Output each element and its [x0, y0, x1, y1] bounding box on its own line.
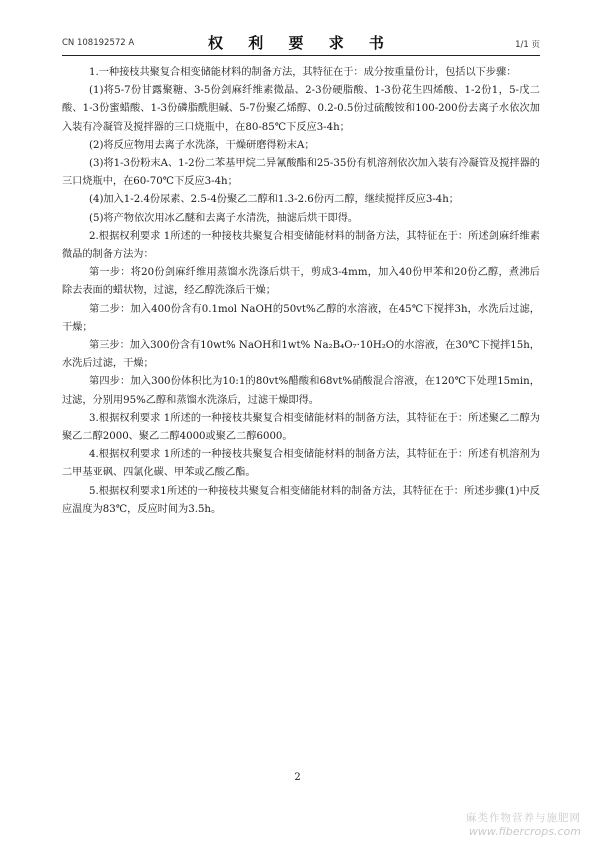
- claim-paragraph: 第一步：将20份剑麻纤维用蒸馏水洗涤后烘干，剪成3-4mm，加入40份甲苯和20份乙醇，煮沸后除去表面的蜡状物，过滤，经乙醇洗涤后干燥；: [62, 267, 540, 297]
- page-title: 权 利 要 求 书: [208, 34, 394, 52]
- document-number: CN 108192572 A: [62, 38, 135, 48]
- claim-paragraph: (1)将5-7份甘露聚糖、3-5份剑麻纤维素微晶、2-3份硬脂酸、1-3份花生四烯酸、1-2份1，5-戊二酸、1-3份蜜蜡酸、1-3份磷脂酰胆碱、5-7份聚乙烯醇、0.2-0.5份过硫酸铵和100-200份去离子水依次加入装有冷凝管及搅拌器的三口烧瓶中，在80-85℃下反应3-4h；: [62, 85, 540, 133]
- page-number: 2: [294, 772, 301, 783]
- claim-paragraph: (5)将产物依次用冰乙醚和去离子水清洗，抽滤后烘干即得。: [89, 212, 359, 224]
- watermark-url: www.fibercrops.com: [468, 825, 581, 838]
- page-of-indicator: 1/1 页: [515, 40, 540, 50]
- claim-paragraph: 5.根据权利要求1所述的一种接枝共聚复合相变储能材料的制备方法，其特征在于：所述步骤(1)中反应温度为83℃，反应时间为3.5h。: [62, 485, 540, 515]
- claim-paragraph: 4.根据权利要求 1所述的一种接枝共聚复合相变储能材料的制备方法，其特征在于：所述有机溶剂为二甲基亚砜、四氯化碳、甲苯或乙酸乙酯。: [62, 449, 540, 479]
- page-header: [62, 30, 540, 54]
- claim-paragraph: 1.一种接枝共聚复合相变储能材料的制备方法，其特征在于：成分按重量份计，包括以下步骤：: [89, 67, 517, 78]
- claim-paragraph: (3)将1-3份粉末A、1-2份二苯基甲烷二异氰酸酯和25-35份有机溶剂依次加入装有冷凝管及搅拌器的三口烧瓶中，在60-70℃下反应3-4h；: [62, 158, 540, 188]
- claim-paragraph: (4)加入1-2.4份尿素、2.5-4份聚乙二醇和1.3-2.6份丙二醇，继续搅拌反应3-4h；: [89, 194, 459, 206]
- claim-paragraph: 第三步：加入300份含有10wt% NaOH和1wt% Na₂B₄O₇·10H₂O的水溶液，在30℃下搅拌15h，水洗后过滤，干燥；: [62, 340, 540, 370]
- header-divider: [62, 55, 540, 56]
- claim-paragraph: 2.根据权利要求 1所述的一种接枝共聚复合相变储能材料的制备方法，其特征在于：所述剑麻纤维素微晶的制备方法为：: [62, 230, 540, 261]
- claim-paragraph: 3.根据权利要求 1所述的一种接枝共聚复合相变储能材料的制备方法，其特征在于：所述聚乙二醇为聚乙二醇2000、聚乙二醇4000或聚乙二醇6000。: [62, 412, 540, 443]
- claim-paragraph: 第二步：加入400份含有0.1mol NaOH的50vt%乙醇的水溶液，在45℃下搅拌3h，水洗后过滤，干燥；: [62, 303, 540, 333]
- site-watermark: [466, 810, 581, 838]
- claim-paragraph: 第四步：加入300份体积比为10:1的80vt%醋酸和68vt%硝酸混合溶液，在120℃下处理15min，过滤，分别用95%乙醇和蒸馏水洗涤后，过滤干燥即得。: [62, 376, 540, 406]
- claims-body: [62, 64, 540, 519]
- claim-paragraph: (2)将反应物用去离子水洗涤，干燥研磨得粉末A；: [89, 139, 315, 151]
- watermark-site-name: 麻类作物营养与施肥网: [466, 812, 581, 824]
